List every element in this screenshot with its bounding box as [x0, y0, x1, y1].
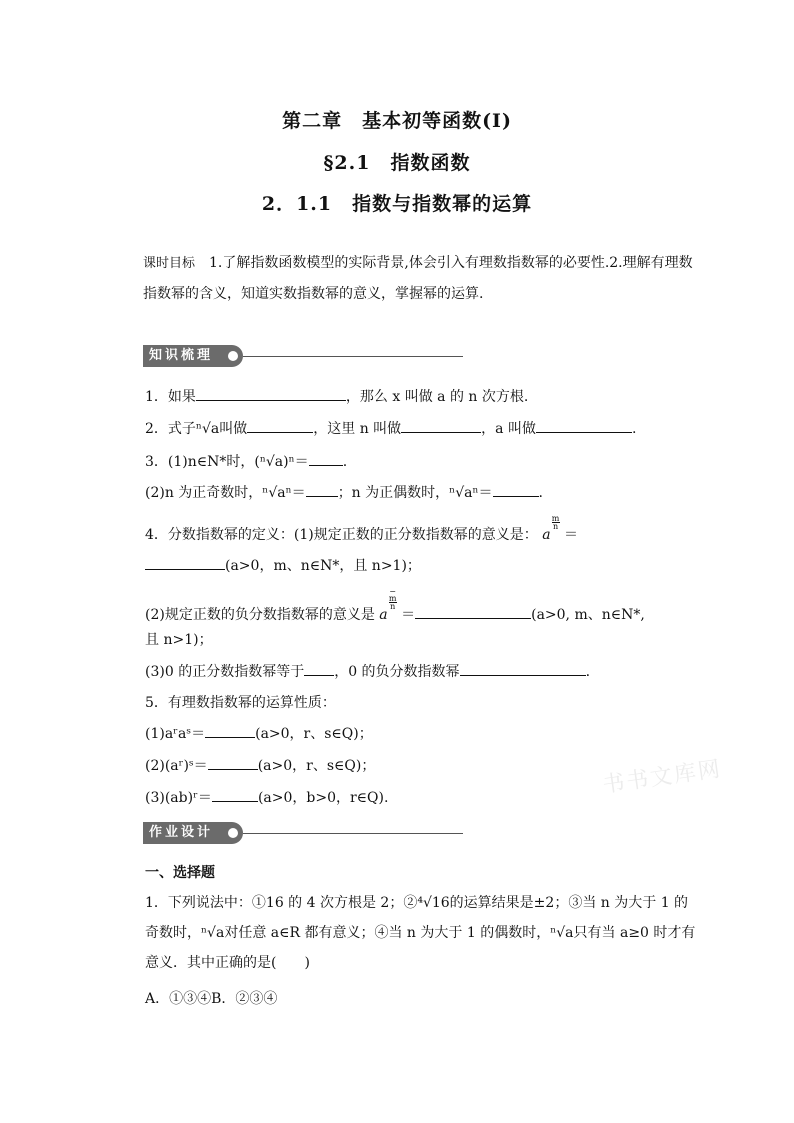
- question-1: [145, 888, 700, 978]
- radical-expression: ⁿ√a: [195, 421, 220, 437]
- item-text: (3)0 的正分数指数幂等于: [145, 664, 305, 680]
- chapter-title: 第二章 基本初等函数(Ⅰ): [282, 110, 512, 132]
- question-1-options: [145, 988, 277, 1008]
- item-text: ，a 叫做: [481, 421, 536, 437]
- section-label: 作业设计: [143, 822, 243, 844]
- item-text: .: [631, 421, 637, 437]
- review-item-4-2: [145, 587, 645, 624]
- exponent-numerator: − m: [388, 587, 397, 603]
- item-text: (a>0, m、n∈N*,: [531, 607, 645, 623]
- answer-blank[interactable]: [304, 661, 334, 676]
- exponent-denominator: n: [390, 602, 396, 611]
- answer-blank[interactable]: [205, 723, 255, 738]
- section-label: 知识梳理: [143, 345, 243, 367]
- section-header-review: [143, 345, 463, 367]
- review-item-5-2: [145, 755, 375, 775]
- review-item-4-2-cont: [145, 629, 213, 649]
- subsection-title: 2．1.1 指数与指数幂的运算: [261, 193, 533, 215]
- exponent-numerator: m: [551, 514, 560, 523]
- review-item-5: [145, 692, 336, 712]
- section-title: §2.1 指数函数: [323, 152, 471, 174]
- lesson-objective: [143, 248, 703, 309]
- item-text: ，0 的负分数指数幂: [334, 664, 460, 680]
- exponent-denominator: n: [552, 522, 559, 531]
- objective-label: 课时目标: [143, 256, 196, 271]
- section-rule: [243, 833, 463, 834]
- fraction-exponent: [389, 588, 397, 610]
- answer-blank[interactable]: [208, 755, 258, 770]
- answer-blank[interactable]: [306, 482, 338, 497]
- answer-blank[interactable]: [196, 386, 346, 401]
- review-item-5-1: [145, 723, 373, 743]
- answer-blank[interactable]: [247, 418, 313, 433]
- question-text: 1．下列说法中：①16 的 4 次方根是 2；②⁴√16的运算结果是±2；③当 n 为大于 1 的奇数时，ⁿ√a对任意 a∈R 都有意义；④当 n 为大于 1 的偶数时，ⁿ√a只有当 a≥0 时才有意义．其中正确的是( ): [145, 895, 696, 971]
- item-text: 4．分数指数幂的定义：(1)规定正数的正分数指数幂的意义是：: [145, 527, 538, 543]
- item-text: (2)n 为正奇数时，ⁿ√aⁿ＝: [145, 485, 306, 501]
- item-text: ＝: [564, 527, 579, 543]
- section-header-homework: [143, 822, 463, 844]
- item-text: (2)规定正数的负分数指数幂的意义是: [145, 607, 375, 623]
- answer-blank[interactable]: [145, 555, 225, 570]
- item-text: ，那么 x 叫做 a 的 n 次方根.: [345, 389, 529, 405]
- item-text: (a>0，r、s∈Q)；: [255, 726, 373, 742]
- question-type-heading: 一、选择题: [145, 865, 215, 881]
- item-text: ；n 为正偶数时，ⁿ√aⁿ＝: [337, 485, 493, 501]
- item-text: 5．有理数指数幂的运算性质：: [145, 695, 336, 711]
- item-text: (2)(aʳ)ˢ＝: [145, 758, 208, 774]
- review-item-2: [145, 418, 636, 438]
- answer-blank[interactable]: [212, 787, 258, 802]
- watermark: 书书文库网: [601, 756, 724, 799]
- item-text: (3)(ab)ʳ＝: [145, 790, 212, 806]
- answer-blank[interactable]: [460, 661, 586, 676]
- item-text: 叫做: [219, 421, 248, 437]
- item-text: .: [342, 454, 348, 470]
- item-text: 3．(1)n∈N*时，(ⁿ√a)ⁿ＝: [145, 454, 309, 470]
- power-base: a: [379, 607, 388, 623]
- item-text: 且 n>1)；: [145, 632, 213, 648]
- review-item-4-1: [145, 514, 579, 544]
- review-item-3-1: [145, 451, 347, 471]
- item-text: (a>0，m、n∈N*，且 n>1)；: [225, 558, 421, 574]
- answer-blank[interactable]: [309, 451, 343, 466]
- answer-blank[interactable]: [415, 604, 531, 619]
- bullet-dot-icon: [228, 828, 238, 838]
- answer-blank[interactable]: [401, 418, 481, 433]
- item-text: .: [585, 664, 591, 680]
- review-item-5-3: [145, 787, 388, 807]
- option-text[interactable]: A．①③④B．②③④: [145, 991, 278, 1007]
- answer-blank[interactable]: [493, 482, 539, 497]
- fraction-exponent: [552, 515, 560, 530]
- bullet-dot-icon: [228, 351, 238, 361]
- item-text: ，这里 n 叫做: [313, 421, 402, 437]
- item-text: .: [538, 485, 543, 501]
- item-text: ＝: [401, 607, 416, 623]
- review-item-4-1-cond: [145, 555, 421, 575]
- review-item-3-2: [145, 482, 543, 502]
- item-text: (a>0，r、s∈Q)；: [257, 758, 376, 774]
- item-text: 2．式子: [145, 421, 196, 437]
- section-rule: [243, 356, 463, 357]
- objective-text: 1.了解指数函数模型的实际背景,体会引入有理数指数幂的必要性.2.理解有理数指数幂的含义，知道实数指数幂的意义，掌握幂的运算.: [143, 255, 693, 302]
- power-base: a: [542, 527, 551, 543]
- item-text: 1．如果: [145, 389, 196, 405]
- item-text: (1)aʳaˢ＝: [145, 726, 206, 742]
- review-item-1: [145, 386, 528, 406]
- item-text: (a>0，b>0，r∈Q).: [257, 790, 389, 806]
- answer-blank[interactable]: [536, 418, 632, 433]
- review-item-4-3: [145, 661, 590, 681]
